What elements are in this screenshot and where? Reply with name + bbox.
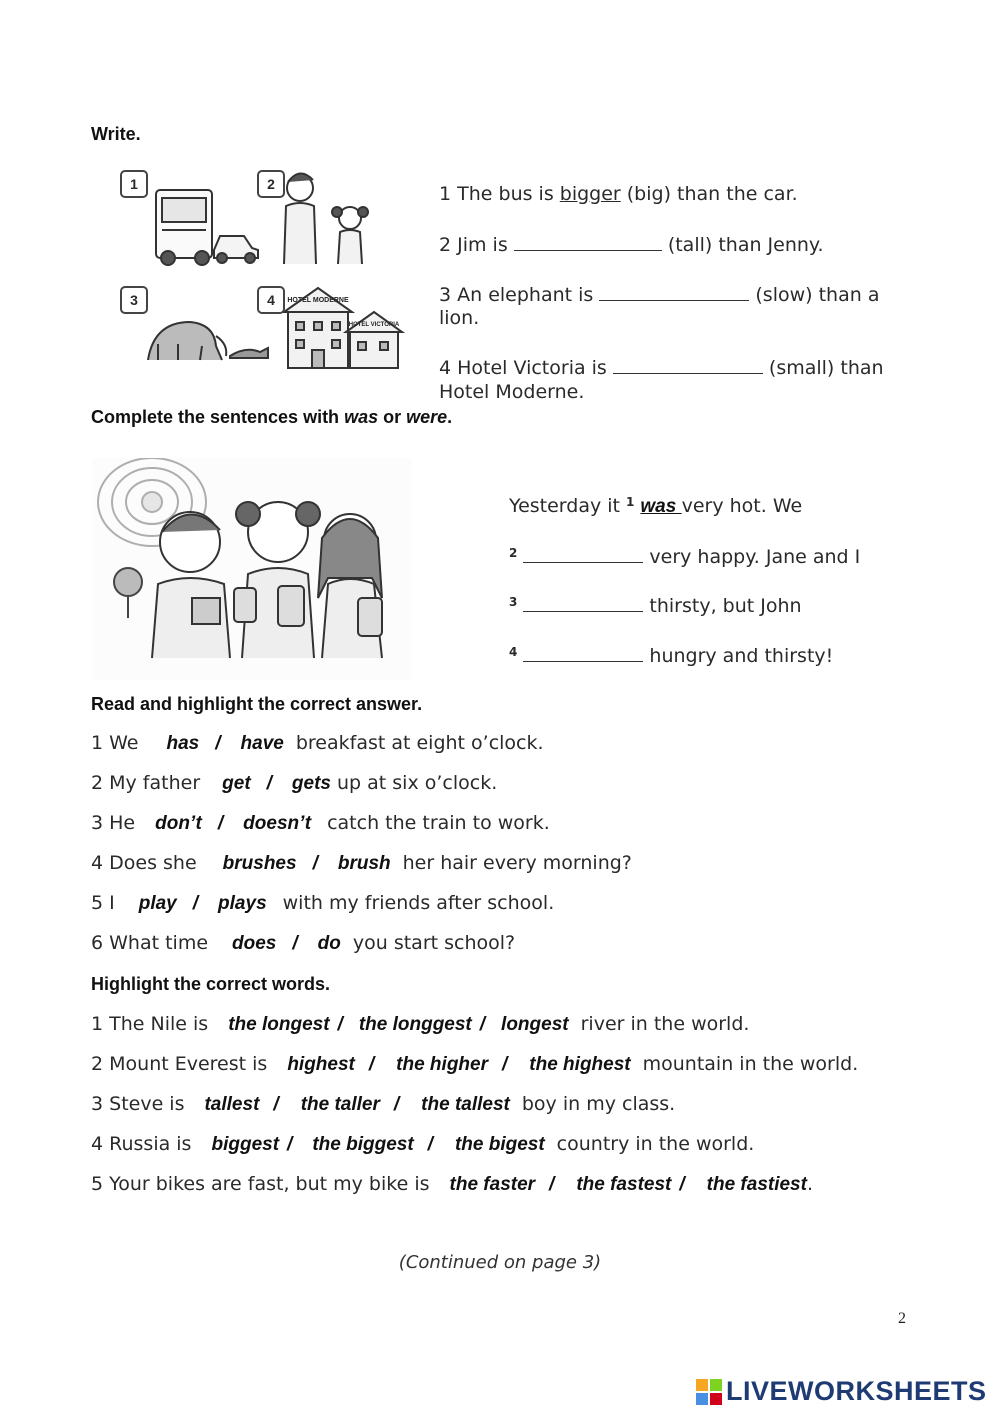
example-answer: bigger [559, 183, 621, 205]
comparison-illustration [118, 160, 408, 400]
correct-words-item-1: 1 The Nile is the longest / the longgest / longest river in the world. [91, 1013, 750, 1035]
option-the-bigest[interactable]: the bigest [454, 1134, 545, 1155]
answer-blank-3[interactable] [599, 282, 749, 301]
logo-grid-icon [696, 1379, 722, 1405]
hotel-moderne-sign: HOTEL MODERNE [287, 297, 349, 304]
option-get[interactable]: get [222, 773, 251, 794]
answer-blank-4[interactable] [613, 355, 763, 374]
option-do[interactable]: do [317, 933, 341, 954]
was-were-blank-3[interactable] [523, 593, 643, 612]
example-answer-was: was [640, 496, 682, 517]
option-the-fastiest[interactable]: the fastiest [706, 1174, 807, 1195]
section3-heading: Read and highlight the correct answer. [91, 694, 423, 714]
brand-text: LIVEWORKSHEETS [726, 1376, 987, 1406]
option-the-taller[interactable]: the taller [300, 1094, 380, 1115]
hotel-victoria-sign: HOTEL VICTORIA [348, 322, 400, 328]
option-highest[interactable]: highest [287, 1054, 355, 1075]
highlight-item-3: 3 He don’t / doesn’t catch the train to work. [91, 812, 550, 834]
write-line-4: 4 Hotel Victoria is (small) than [439, 357, 884, 379]
option-has[interactable]: has [166, 733, 200, 754]
continued-note: (Continued on page 3) [398, 1252, 602, 1273]
children-drawing [92, 458, 412, 680]
correct-words-item-3: 3 Steve is tallest / the taller / the tallest boy in my class. [91, 1093, 676, 1115]
picture-number-4: 4 [257, 286, 285, 314]
was-were-blank-4[interactable] [523, 643, 643, 662]
was-were-line-1: Yesterday it $^1$ was very hot. We [509, 495, 803, 517]
write-line-4-cont: Hotel Moderne. [439, 381, 585, 403]
write-line-1: 1 The bus is bigger (big) than the car. [439, 183, 798, 205]
picture-number-1: 1 [120, 170, 148, 198]
option-the-faster[interactable]: the faster [449, 1174, 536, 1195]
highlight-item-5: 5 I play / plays with my friends after school. [91, 892, 555, 914]
option-longest[interactable]: longest [501, 1014, 569, 1035]
option-the-higher[interactable]: the higher [396, 1054, 488, 1075]
write-line-2: 2 Jim is (tall) than Jenny. [439, 234, 824, 256]
option-the-tallest[interactable]: the tallest [421, 1094, 510, 1115]
option-dont[interactable]: don’t [155, 813, 202, 834]
option-the-longest[interactable]: the longest [228, 1014, 330, 1035]
was-were-line-4: $^4$ hungry and thirsty! [509, 645, 834, 667]
answer-blank-2[interactable] [514, 232, 662, 251]
highlight-item-4: 4 Does she brushes / brush her hair every morning? [91, 852, 632, 874]
highlight-item-1: 1 We has / have breakfast at eight o’clock. [91, 732, 544, 754]
picture-number-3: 3 [120, 286, 148, 314]
liveworksheets-logo[interactable] [696, 1376, 987, 1407]
section4-heading: Highlight the correct words. [91, 974, 331, 994]
picture-number-2: 2 [257, 170, 285, 198]
page-number: 2 [898, 1310, 906, 1327]
correct-words-item-5: 5 Your bikes are fast, but my bike is the faster / the fastest / the fastiest. [91, 1173, 813, 1195]
write-line-3-cont: lion. [439, 307, 480, 329]
section1-heading: Write. [91, 124, 141, 144]
correct-words-item-4: 4 Russia is biggest / the biggest / the bigest country in the world. [91, 1133, 755, 1155]
children-illustration [92, 458, 412, 680]
option-doesnt[interactable]: doesn’t [243, 813, 312, 834]
was-were-line-3: $^3$ thirsty, but John [509, 595, 802, 617]
option-does[interactable]: does [232, 933, 277, 954]
option-plays[interactable]: plays [218, 893, 267, 914]
option-biggest[interactable]: biggest [211, 1134, 280, 1155]
was-were-blank-2[interactable] [523, 544, 643, 563]
option-brush[interactable]: brush [337, 853, 391, 874]
option-brushes[interactable]: brushes [222, 853, 297, 874]
write-line-3: 3 An elephant is (slow) than a [439, 284, 880, 306]
option-have[interactable]: have [240, 733, 284, 754]
highlight-item-6: 6 What time does / do you start school? [91, 932, 516, 954]
option-gets[interactable]: gets [291, 773, 331, 794]
option-play[interactable]: play [138, 893, 177, 914]
correct-words-item-2: 2 Mount Everest is highest / the higher / the highest mountain in the world. [91, 1053, 859, 1075]
section2-heading: Complete the sentences with was or were. [91, 407, 453, 427]
option-the-biggest[interactable]: the biggest [312, 1134, 414, 1155]
highlight-item-2: 2 My father get / gets up at six o’clock. [91, 772, 498, 794]
option-the-fastest[interactable]: the fastest [576, 1174, 672, 1195]
was-were-line-2: $^2$ very happy. Jane and I [509, 546, 861, 568]
option-the-highest[interactable]: the highest [529, 1054, 631, 1075]
option-tallest[interactable]: tallest [204, 1094, 260, 1115]
option-the-longgest[interactable]: the longgest [358, 1014, 472, 1035]
